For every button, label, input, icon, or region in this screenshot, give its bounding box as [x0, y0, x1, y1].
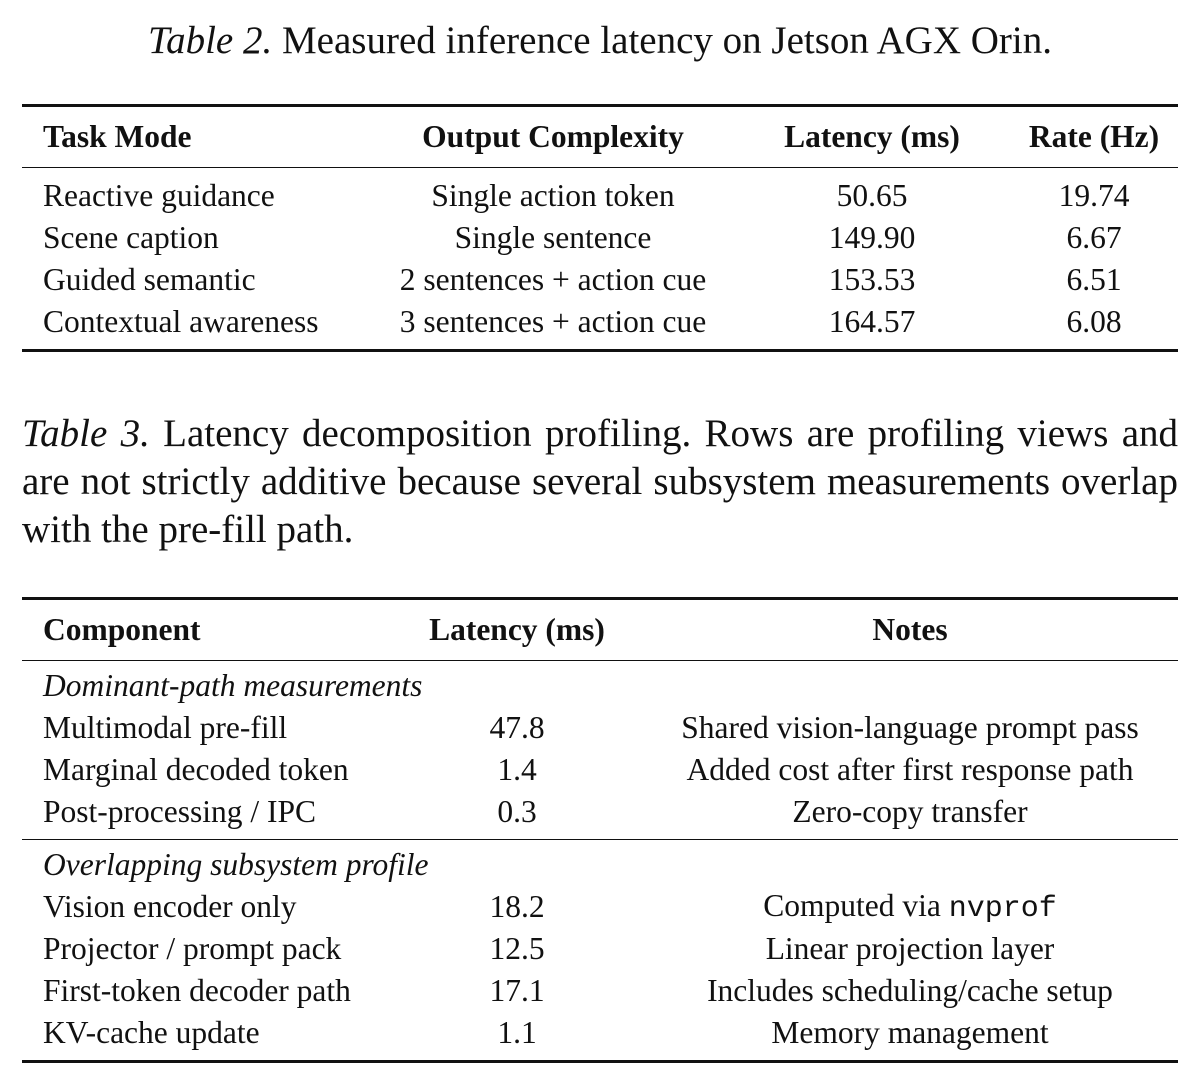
table-3-caption: [22, 410, 1178, 554]
notes-cell: Includes scheduling/cache setup: [707, 973, 1113, 1008]
table-2-caption: [22, 17, 1178, 65]
latency-cell: 18.2: [489, 889, 545, 924]
table-2-header-task-mode: Task Mode: [22, 106, 372, 168]
latency-cell: 1.4: [497, 752, 537, 787]
component-cell: Vision encoder only: [43, 889, 297, 924]
table-row: [22, 301, 1178, 351]
output-complexity-cell: 3 sentences + action cue: [399, 304, 707, 339]
table-2-caption-label: Table 2.: [147, 19, 273, 62]
table-2-header-row: [22, 106, 1178, 168]
notes-cell: Zero-copy transfer: [792, 794, 1028, 829]
table-row: [22, 886, 1178, 928]
notes-text: Computed via: [763, 888, 949, 923]
group-header-dominant-path: [22, 661, 1178, 708]
notes-cell: Linear projection layer: [765, 931, 1055, 966]
group-title: Dominant-path measurements: [43, 668, 423, 703]
notes-code: nvprof: [948, 892, 1057, 926]
latency-cell: 0.3: [497, 794, 537, 829]
notes-cell: Memory management: [771, 1015, 1049, 1050]
task-mode-cell: Guided semantic: [43, 262, 256, 297]
rate-cell: 19.74: [1058, 178, 1130, 213]
group-title: Overlapping subsystem profile: [22, 840, 1178, 887]
component-cell: Post-processing / IPC: [43, 794, 317, 829]
table-3-header-notes: Notes: [642, 599, 1178, 661]
group-header-overlapping-subsystem: [22, 840, 1178, 887]
latency-cell: 47.8: [489, 710, 545, 745]
latency-cell: 149.90: [828, 220, 916, 255]
table-3: [22, 597, 1178, 1063]
table-row: [22, 791, 1178, 840]
rate-cell: 6.67: [1066, 220, 1122, 255]
table-2-header-rate: Rate (Hz): [1010, 106, 1178, 168]
table-3-caption-label: Table 3.: [22, 412, 150, 455]
notes-cell: Shared vision-language prompt pass: [681, 710, 1139, 745]
output-complexity-cell: Single sentence: [454, 220, 652, 255]
table-3-caption-text: Latency decomposition profiling. Rows are profiling views and are not strictly additive because several subsystem measurements overlap with the pre-fill path.: [22, 412, 1179, 551]
task-mode-cell: Reactive guidance: [43, 178, 275, 213]
component-cell: Multimodal pre-fill: [43, 710, 288, 745]
table-3-header-component: Component: [22, 599, 392, 661]
table-row: [22, 970, 1178, 1012]
latency-cell: 1.1: [497, 1015, 537, 1050]
table-2: [22, 104, 1178, 352]
table-row: [22, 1012, 1178, 1062]
latency-cell: 164.57: [828, 304, 916, 339]
table-row: [22, 749, 1178, 791]
table-3-header-row: [22, 599, 1178, 661]
latency-cell: 50.65: [836, 178, 908, 213]
latency-cell: 12.5: [489, 931, 545, 966]
notes-cell: [642, 886, 1178, 928]
table-row: [22, 168, 1178, 218]
table-3-header-latency: Latency (ms): [392, 599, 642, 661]
output-complexity-cell: Single action token: [431, 178, 675, 213]
table-row: [22, 707, 1178, 749]
table-row: [22, 928, 1178, 970]
table-2-caption-text: Measured inference latency on Jetson AGX Orin.: [282, 19, 1053, 62]
component-cell: KV-cache update: [43, 1015, 260, 1050]
table-row: [22, 259, 1178, 301]
rate-cell: 6.51: [1066, 262, 1122, 297]
component-cell: Marginal decoded token: [43, 752, 349, 787]
component-cell: Projector / prompt pack: [43, 931, 342, 966]
rate-cell: 6.08: [1066, 304, 1122, 339]
notes-cell: Added cost after first response path: [686, 752, 1134, 787]
table-row: [22, 217, 1178, 259]
output-complexity-cell: 2 sentences + action cue: [399, 262, 707, 297]
table-2-header-output-complexity: Output Complexity: [372, 106, 734, 168]
task-mode-cell: Contextual awareness: [43, 304, 319, 339]
table-2-header-latency: Latency (ms): [734, 106, 1010, 168]
component-cell: First-token decoder path: [43, 973, 351, 1008]
latency-cell: 17.1: [489, 973, 545, 1008]
task-mode-cell: Scene caption: [43, 220, 219, 255]
latency-cell: 153.53: [828, 262, 916, 297]
